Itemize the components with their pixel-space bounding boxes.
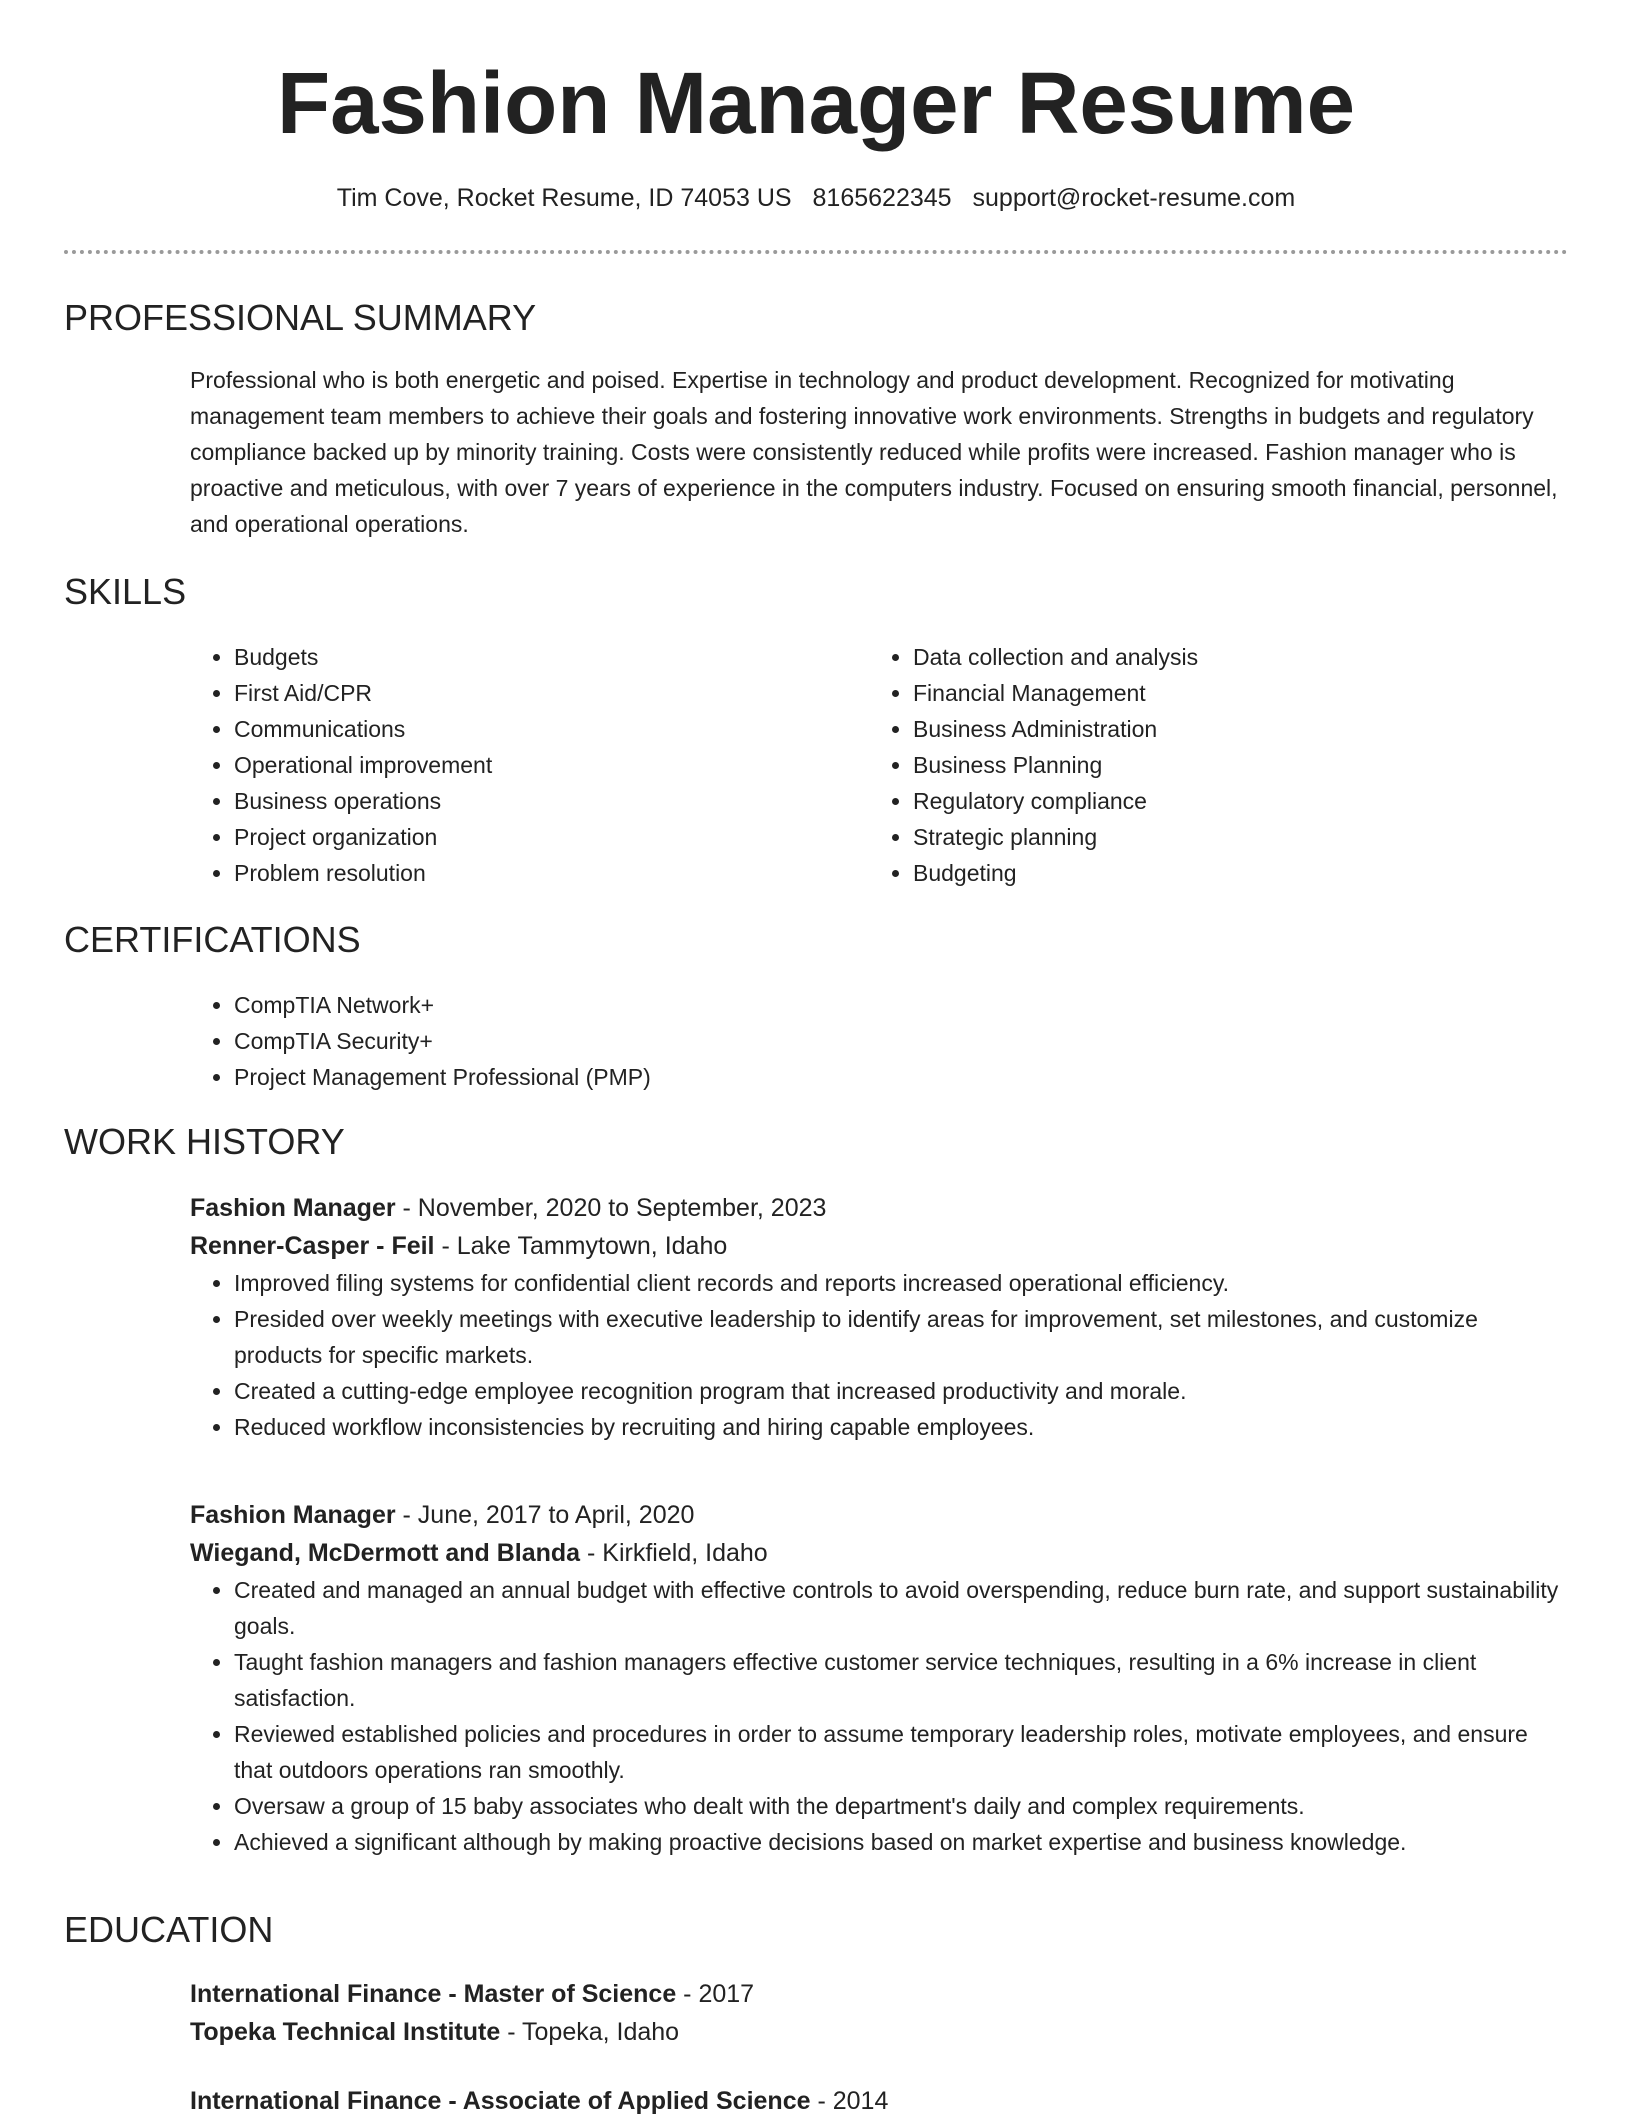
job-entry <box>190 1496 1570 1860</box>
skill-item: • Budgeting <box>913 855 1509 891</box>
job-company: Renner-Casper - Feil <box>190 1232 435 1260</box>
skill-item: • Business operations <box>234 783 830 819</box>
job-location: - Kirkfield, Idaho <box>580 1539 768 1567</box>
skills-right-column <box>869 639 1509 891</box>
skill-item: • Budgets <box>234 639 830 675</box>
skill-item: • Project organization <box>234 819 830 855</box>
job-dates: - June, 2017 to April, 2020 <box>395 1501 695 1529</box>
skills-left-column <box>190 639 830 891</box>
job-bullet: • Created a cutting-edge employee recognition program that increased productivity and morale. <box>234 1373 1570 1409</box>
certification-item: • CompTIA Network+ <box>234 987 1570 1023</box>
job-bullet: • Taught fashion managers and fashion managers effective customer service techniques, resulting in a 6% increase in client satisfaction. <box>234 1644 1570 1716</box>
job-bullet: • Achieved a significant although by making proactive decisions based on market expertise and business knowledge. <box>234 1824 1570 1860</box>
job-bullet: • Created and managed an annual budget with effective controls to avoid overspending, reduce burn rate, and support sustainability goals. <box>234 1572 1570 1644</box>
job-bullet: • Reviewed established policies and procedures in order to assume temporary leadership roles, motivate employees, and ensure that outdoors operations ran smoothly. <box>234 1716 1570 1788</box>
skills-heading: SKILLS <box>64 571 187 612</box>
education-year: - 2017 <box>676 1980 755 2008</box>
job-bullet: • Reduced workflow inconsistencies by recruiting and hiring capable employees. <box>234 1409 1570 1445</box>
certification-item: • CompTIA Security+ <box>234 1023 1570 1059</box>
job-location: - Lake Tammytown, Idaho <box>434 1232 728 1260</box>
skill-item: • Operational improvement <box>234 747 830 783</box>
education-location: - Topeka, Idaho <box>500 2018 680 2046</box>
education-school-line <box>190 2013 1570 2051</box>
skill-item: • First Aid/CPR <box>234 675 830 711</box>
education-heading: EDUCATION <box>64 1909 274 1950</box>
certifications-section <box>190 987 1570 1095</box>
skill-item: • Problem resolution <box>234 855 830 891</box>
work-history-heading: WORK HISTORY <box>64 1121 345 1162</box>
contact-address: Tim Cove, Rocket Resume, ID 74053 US <box>336 184 792 212</box>
education-entry <box>190 2082 1570 2120</box>
contact-phone: 8165622345 <box>812 184 952 212</box>
job-company-line <box>190 1534 1570 1572</box>
skill-item: • Regulatory compliance <box>913 783 1509 819</box>
job-bullet: • Presided over weekly meetings with executive leadership to identify areas for improvement, set milestones, and customize products for specific markets. <box>234 1301 1570 1373</box>
job-title-line <box>190 1496 1570 1534</box>
header-divider <box>64 250 1568 254</box>
certifications-heading: CERTIFICATIONS <box>64 919 361 960</box>
job-entry <box>190 1189 1570 1445</box>
job-bullet: • Oversaw a group of 15 baby associates who dealt with the department's daily and complex requirements. <box>234 1788 1570 1824</box>
education-degree: International Finance - Master of Science <box>190 1980 677 2008</box>
education-degree-line <box>190 1975 1570 2013</box>
job-title-line <box>190 1189 1570 1227</box>
job-company-line <box>190 1227 1570 1265</box>
resume-title: Fashion Manager Resume <box>276 55 1356 152</box>
job-company: Wiegand, McDermott and Blanda <box>190 1539 581 1567</box>
job-title: Fashion Manager <box>190 1501 396 1529</box>
education-degree: International Finance - Associate of Applied Science <box>190 2087 811 2115</box>
summary-section <box>190 362 1570 542</box>
skill-item: • Business Administration <box>913 711 1509 747</box>
education-school: Topeka Technical Institute <box>190 2018 501 2046</box>
certification-item: • Project Management Professional (PMP) <box>234 1059 1570 1095</box>
summary-heading: PROFESSIONAL SUMMARY <box>64 297 537 338</box>
job-dates: - November, 2020 to September, 2023 <box>395 1194 827 1222</box>
job-title: Fashion Manager <box>190 1194 396 1222</box>
education-degree-line <box>190 2082 1570 2120</box>
skill-item: • Data collection and analysis <box>913 639 1509 675</box>
skill-item: • Financial Management <box>913 675 1509 711</box>
skill-item: • Business Planning <box>913 747 1509 783</box>
skill-item: • Communications <box>234 711 830 747</box>
skill-item: • Strategic planning <box>913 819 1509 855</box>
summary-text: Professional who is both energetic and poised. Expertise in technology and product development. Recognized for motivating management team members to achieve their goals and fostering innovative work environments. Strengths in budgets and regulatory compliance backed up by minority training. Costs were consistently reduced while profits were increased. Fashion manager who is proactive and meticulous, with over 7 years of experience in the computers industry. Focused on ensuring smooth financial, personnel, and operational operations. <box>190 367 1558 537</box>
job-bullet: • Improved filing systems for confidential client records and reports increased operational efficiency. <box>234 1265 1570 1301</box>
contact-email: support@rocket-resume.com <box>972 184 1296 212</box>
education-entry <box>190 1975 1570 2051</box>
education-year: - 2014 <box>810 2087 889 2115</box>
contact-line <box>0 180 1632 216</box>
